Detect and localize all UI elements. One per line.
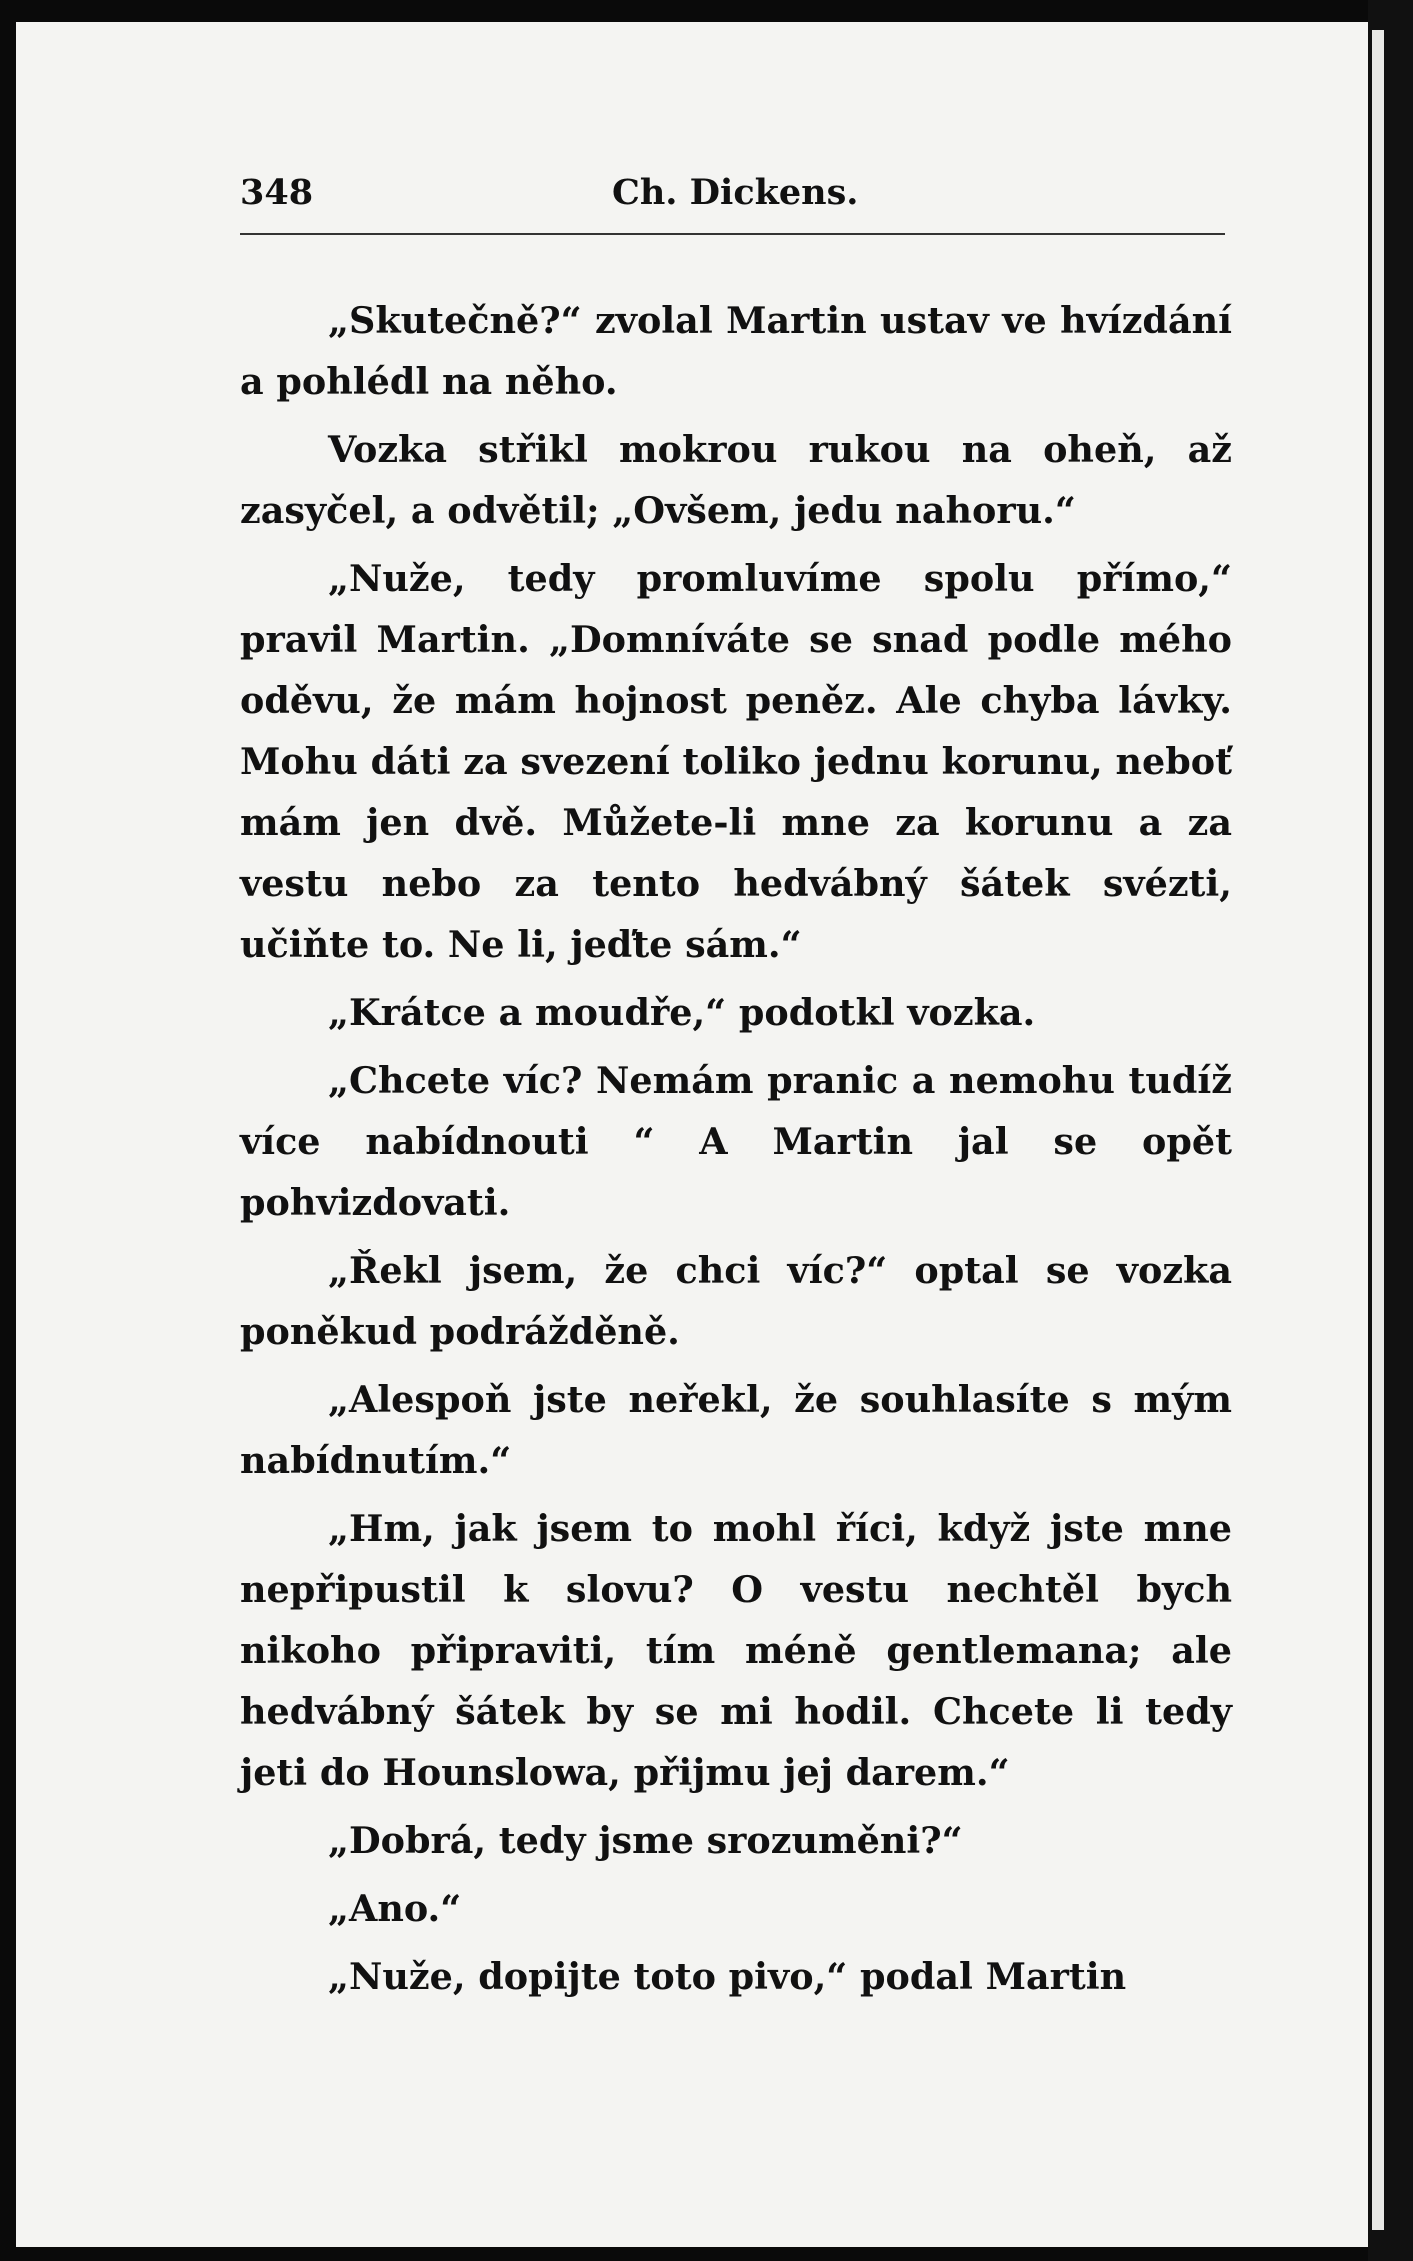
running-title: Ch. Dickens. [612,172,859,213]
header-rule [240,233,1225,235]
paragraph: „Chcete víc? Nemám pranic a nemohu tudíž více nabídnouti “ A Martin jal se opět pohvizdovati. [240,1059,1232,1224]
paragraph: „Nuže, dopijte toto pivo,“ podal Martin [328,1955,1127,1998]
paragraph: „Hm, jak jsem to mohl říci, když jste mne nepřipustil k slovu? O vestu nechtěl bych nikoho připraviti, tím méně gentlemana; ale hedvábný šátek by se mi hodil. Chcete li tedy jeti do Hounslowa, přijmu jej darem.“ [240,1507,1232,1794]
paragraph: „Ano.“ [328,1887,462,1930]
paragraph: „Nuže, tedy promluvíme spolu přímo,“ pravil Martin. „Domníváte se snad podle mého oděvu, že mám hojnost peněz. Ale chyba lávky. Mohu dáti za svezení toliko jednu korunu, neboť mám jen dvě. Můžete-li mne za korunu a za vestu nebo za tento hedvábný šátek svézti, učiňte to. Ne li, jeďte sám.“ [240,557,1232,966]
body-text [240,290,1232,2014]
page-edge [1372,30,1384,2230]
paragraph: Vozka střikl mokrou rukou na oheň, až zasyčel, a odvětil; „Ovšem, jedu nahoru.“ [240,428,1232,532]
paragraph: „Skutečně?“ zvolal Martin ustav ve hvízdání a pohlédl na něho. [240,299,1232,403]
paragraph: „Krátce a moudře,“ podotkl vozka. [328,991,1036,1034]
paragraph: „Řekl jsem, že chci víc?“ optal se vozka poněkud podrážděně. [240,1249,1232,1353]
page-number: 348 [240,172,314,213]
paragraph: „Alespoň jste neřekl, že souhlasíte s mým nabídnutím.“ [240,1378,1232,1482]
paragraph: „Dobrá, tedy jsme srozuměni?“ [328,1819,963,1862]
